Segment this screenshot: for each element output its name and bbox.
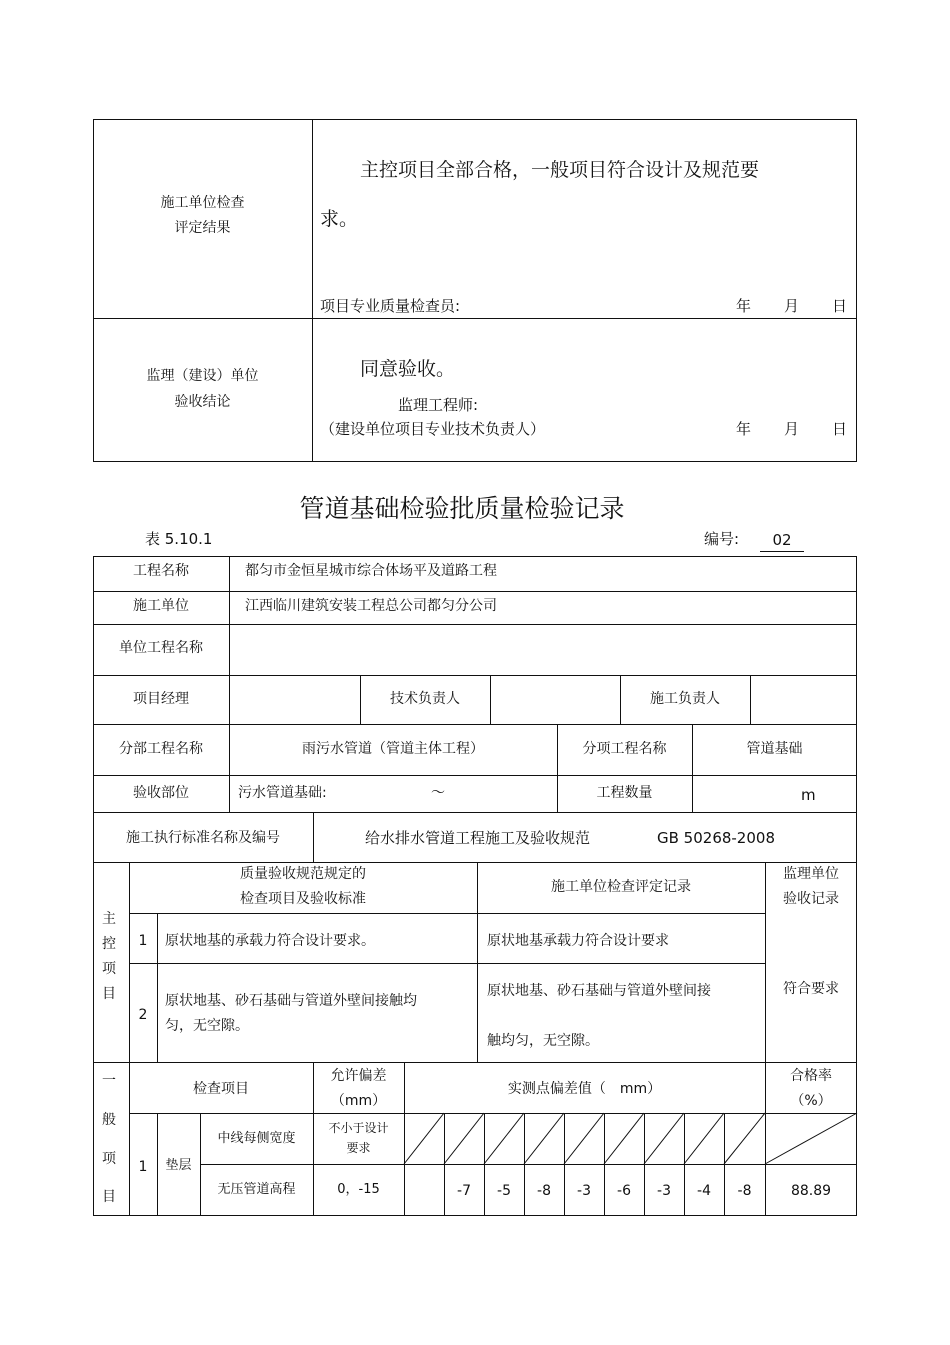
subitem-label: 分项工程名称 <box>582 741 667 757</box>
main-item-2-spec-2: 匀，无空隙。 <box>165 1018 249 1034</box>
main-control-side-char-1: 主 <box>102 911 116 927</box>
col-line <box>444 1113 445 1216</box>
check-item-pipe-elevation: 无压管道高程 <box>217 1182 296 1197</box>
col-line <box>200 1113 201 1216</box>
measured-value-4: -8 <box>537 1183 551 1199</box>
project-name-value: 都匀市金恒星城市综合体场平及道路工程 <box>245 563 497 579</box>
measured-value-6: -6 <box>617 1183 631 1199</box>
owner-tech-lead-label: （建设单位项目专业技术负责人） <box>320 420 546 438</box>
top-divider-horizontal <box>93 318 857 319</box>
row-line <box>200 1164 857 1165</box>
measured-value-8: -4 <box>697 1183 711 1199</box>
construction-check-label-2: 评定结果 <box>174 220 231 236</box>
row-line <box>129 913 765 914</box>
supervision-label-2: 验收结论 <box>174 394 231 410</box>
pass-rate-value: 88.89 <box>790 1183 832 1199</box>
row-line <box>93 675 857 676</box>
main-item-2-spec-1: 原状地基、砂石基础与管道外壁间接触均 <box>165 993 417 1009</box>
construction-result-text-2: 求。 <box>320 208 359 230</box>
document-title: 管道基础检验批质量检验记录 <box>299 494 625 523</box>
general-row-no: 1 <box>138 1159 148 1175</box>
construction-lead-label: 施工负责人 <box>650 691 720 707</box>
col-line <box>724 1113 725 1216</box>
standard-label: 施工执行标准名称及编号 <box>126 830 280 846</box>
date-year-1: 年 <box>736 297 752 315</box>
measured-value-7: -3 <box>657 1183 671 1199</box>
measured-value-9: -8 <box>737 1183 752 1199</box>
main-item-1-record: 原状地基承载力符合设计要求 <box>487 933 669 949</box>
construction-result-text-1: 主控项目全部合格，一般项目符合设计及规范要 <box>360 159 760 181</box>
col-line <box>692 724 693 812</box>
tolerance-centerline-2: 要求 <box>346 1141 371 1155</box>
col-line <box>604 1113 605 1216</box>
record-header: 施工单位检查评定记录 <box>551 879 691 895</box>
main-item-1-no: 1 <box>138 933 148 949</box>
location-label: 验收部位 <box>133 785 189 801</box>
measured-value-2: -7 <box>457 1183 471 1199</box>
table-number: 表 5.10.1 <box>145 530 213 548</box>
serial-label: 编号: <box>704 530 740 548</box>
main-control-side-char-2: 控 <box>102 936 116 952</box>
tolerance-header-2: （mm） <box>330 1093 387 1109</box>
col-line <box>644 1113 645 1216</box>
tolerance-centerline-1: 不小于设计 <box>328 1121 389 1135</box>
date-year-2: 年 <box>736 420 752 438</box>
row-line <box>93 1062 857 1063</box>
measured-value-3: -5 <box>497 1183 511 1199</box>
supervision-engineer-label: 监理工程师: <box>398 396 479 414</box>
top-divider-vertical <box>312 119 313 462</box>
row-line <box>93 775 857 776</box>
location-range: ～ <box>431 785 445 801</box>
location-value: 污水管道基础: <box>238 785 327 801</box>
spec-header-1: 质量验收规范规定的 <box>240 866 366 882</box>
date-month-1: 月 <box>784 297 800 315</box>
supervision-conclusion-text: 同意验收。 <box>360 358 456 380</box>
col-line <box>524 1113 525 1216</box>
contractor-value: 江西临川建筑安装工程总公司都匀分公司 <box>245 598 497 614</box>
row-line <box>93 812 857 813</box>
row-line <box>129 1113 857 1114</box>
standard-code: GB 50268-2008 <box>657 829 775 847</box>
main-item-2-record-2: 触均匀，无空隙。 <box>487 1033 599 1049</box>
supervision-header-2: 验收记录 <box>783 891 839 907</box>
subitem-value: 管道基础 <box>746 741 803 757</box>
date-day-2: 日 <box>832 420 848 438</box>
measured-value-5: -3 <box>577 1183 591 1199</box>
standard-name: 给水排水管道工程施工及验收规范 <box>365 829 591 847</box>
col-line <box>564 1113 565 1216</box>
spec-header-2: 检查项目及验收标准 <box>240 891 366 907</box>
tolerance-pipe-elevation: 0，-15 <box>337 1182 380 1197</box>
col-line <box>157 913 158 1062</box>
general-side-char-3: 项 <box>102 1151 116 1167</box>
measured-header: 实测点偏差值（ mm） <box>507 1081 662 1097</box>
row-line <box>93 624 857 625</box>
quality-inspector-label: 项目专业质量检查员: <box>320 297 461 315</box>
contractor-label: 施工单位 <box>133 598 189 614</box>
col-line <box>490 675 491 724</box>
project-manager-label: 项目经理 <box>133 691 189 707</box>
project-name-label: 工程名称 <box>133 563 189 579</box>
supervision-result: 符合要求 <box>783 981 839 997</box>
general-side-char-4: 目 <box>102 1189 116 1205</box>
main-item-2-record-1: 原状地基、砂石基础与管道外壁间接 <box>487 983 711 999</box>
division-value: 雨污水管道（管道主体工程） <box>302 741 484 757</box>
general-side-char-1: 一 <box>102 1073 116 1089</box>
row-line <box>129 963 765 964</box>
construction-check-label-1: 施工单位检查 <box>160 195 245 211</box>
check-item-centerline-width: 中线每侧宽度 <box>217 1131 296 1146</box>
date-month-2: 月 <box>784 420 800 438</box>
main-item-1-spec: 原状地基的承载力符合设计要求。 <box>165 933 375 949</box>
serial-underline <box>760 551 804 552</box>
unit-project-label: 单位工程名称 <box>119 640 203 656</box>
general-side-char-2: 般 <box>102 1112 116 1128</box>
supervision-label-1: 监理（建设）单位 <box>146 368 259 384</box>
pass-rate-header-2: （%） <box>790 1093 832 1109</box>
pass-rate-header-1: 合格率 <box>790 1068 832 1084</box>
col-line <box>229 556 230 812</box>
check-item-header: 检查项目 <box>193 1081 249 1097</box>
row-line <box>93 724 857 725</box>
general-group-label: 垫层 <box>165 1158 192 1173</box>
col-line <box>684 1113 685 1216</box>
row-line <box>93 591 857 592</box>
date-day-1: 日 <box>832 297 848 315</box>
division-label: 分部工程名称 <box>119 741 203 757</box>
col-line <box>484 1113 485 1216</box>
quantity-unit: m <box>801 786 816 804</box>
col-line <box>313 812 314 862</box>
main-item-2-no: 2 <box>138 1007 148 1023</box>
serial-value: 02 <box>772 531 792 549</box>
supervision-header-1: 监理单位 <box>783 866 839 882</box>
main-control-side-char-3: 项 <box>102 961 116 977</box>
tech-lead-label: 技术负责人 <box>390 691 460 707</box>
quantity-label: 工程数量 <box>596 785 653 801</box>
tolerance-header-1: 允许偏差 <box>330 1068 387 1084</box>
col-line <box>750 675 751 724</box>
row-line <box>93 862 857 863</box>
main-control-side-char-4: 目 <box>102 986 116 1002</box>
